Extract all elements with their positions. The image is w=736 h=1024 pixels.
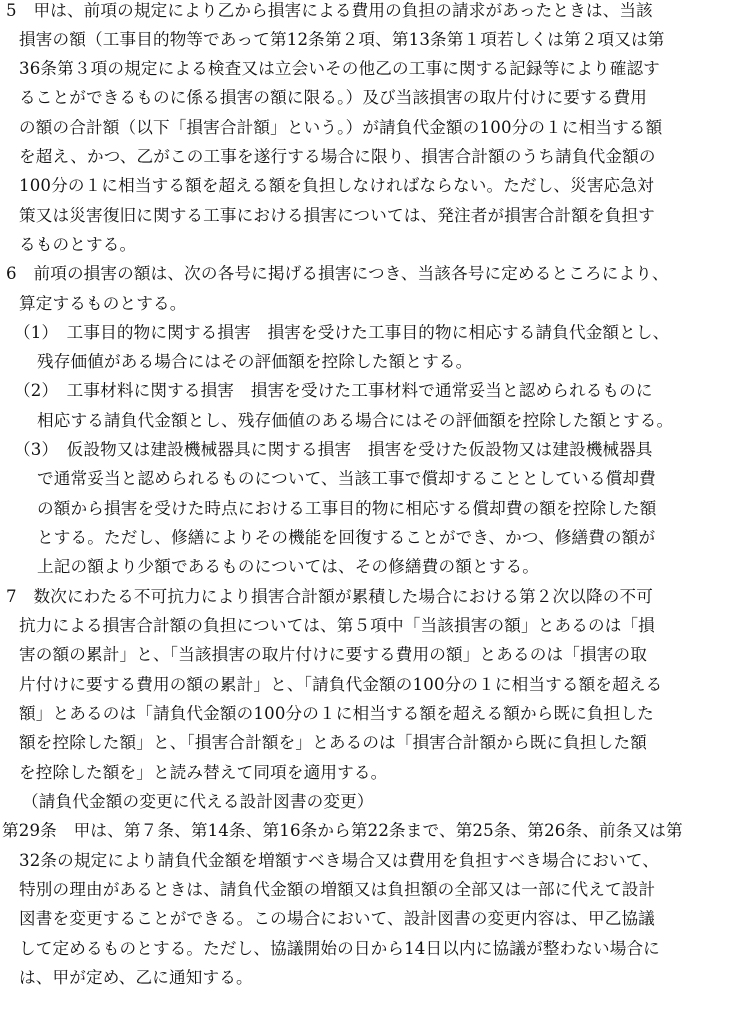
article-heading-line: 第29条 甲は、第７条、第14条、第16条から第22条まで、第25条、第26条、前条又は第 — [2, 821, 683, 840]
text-line: で通常妥当と認められるものについて、当該工事で償却することとしている償却費 — [37, 469, 656, 488]
text-line: 相応する請負代金額とし、残存価値のある場合にはその評価額を控除した額とする。 — [37, 411, 674, 430]
text-line: を控除した額を」と読み替えて同項を適用する。 — [19, 763, 388, 782]
text-line: 36条第３項の規定による検査又は立会いその他乙の工事に関する記録等により確認す — [19, 59, 660, 78]
text-line: 7 数次にわたる不可抗力により損害合計額が累積した場合における第２次以降の不可 — [6, 587, 653, 606]
text-line: （3） 仮設物又は建設機械器具に関する損害 損害を受けた仮設物又は建設機械器具 — [14, 440, 653, 459]
text-line: 害の額の累計」と、「当該損害の取片付けに要する費用の額」とあるのは「損害の取 — [19, 645, 647, 664]
text-line: 損害の額（工事目的物等であって第12条第２項、第13条第１項若しくは第２項又は第 — [19, 30, 665, 49]
text-line: 6 前項の損害の額は、次の各号に掲げる損害につき、当該各号に定めるところにより、 — [6, 264, 669, 283]
text-line: 策又は災害復旧に関する工事における損害については、発注者が損害合計額を負担す — [19, 206, 655, 225]
text-line: （2） 工事材料に関する損害 損害を受けた工事材料で通常妥当と認められるものに — [14, 381, 653, 400]
text-line: （1） 工事目的物に関する損害 損害を受けた工事目的物に相応する請負代金額とし、 — [14, 323, 670, 342]
text-line: 抗力による損害合計額の負担については、第５項中「当該損害の額」とあるのは「損 — [19, 616, 655, 635]
text-line: の額から損害を受けた時点における工事目的物に相応する償却費の額を控除した額 — [37, 499, 657, 518]
text-line: 図書を変更することができる。この場合において、設計図書の変更内容は、甲乙協議 — [19, 909, 655, 928]
text-line: の額の合計額（以下「損害合計額」という。）が請負代金額の100分の１に相当する額 — [19, 118, 663, 137]
text-line: は、甲が定め、乙に通知する。 — [19, 968, 253, 987]
text-line: るものとする。 — [19, 235, 137, 254]
text-line: 特別の理由があるときは、請負代金額の増額又は負担額の全部又は一部に代えて設計 — [19, 880, 656, 899]
text-line: を超え、かつ、乙がこの工事を遂行する場合に限り、損害合計額のうち請負代金額の — [19, 147, 656, 166]
text-line: 5 甲は、前項の規定により乙から損害による費用の負担の請求があったときは、当該 — [6, 1, 653, 20]
text-line: 額」とあるのは「請負代金額の100分の１に相当する額を超える額から既に負担した — [19, 704, 654, 723]
text-line: 額を控除した額」と、「損害合計額を」とあるのは「損害合計額から既に負担した額 — [19, 733, 647, 752]
text-line: して定めるものとする。ただし、協議開始の日から14日以内に協議が整わない場合に — [19, 939, 660, 958]
text-line: 100分の１に相当する額を超える額を負担しなければならない。ただし、災害応急対 — [19, 176, 654, 195]
text-line: 残存価値がある場合にはその評価額を控除した額とする。 — [37, 352, 473, 371]
text-line: 算定するものとする。 — [19, 294, 187, 313]
text-line: 上記の額より少額であるものについては、その修繕費の額とする。 — [37, 557, 539, 576]
section-caption: （請負代金額の変更に代える設計図書の変更） — [22, 792, 374, 811]
text-line: とする。ただし、修繕によりその機能を回復することができ、かつ、修繕費の額が — [37, 528, 656, 547]
text-line: 片付けに要する費用の額の累計」と、「請負代金額の100分の１に相当する額を超える — [19, 675, 663, 694]
text-line: ることができるものに係る損害の額に限る。）及び当該損害の取片付けに要する費用 — [19, 88, 647, 107]
text-line: 32条の規定により請負代金額を増額すべき場合又は費用を負担すべき場合において、 — [19, 851, 659, 870]
